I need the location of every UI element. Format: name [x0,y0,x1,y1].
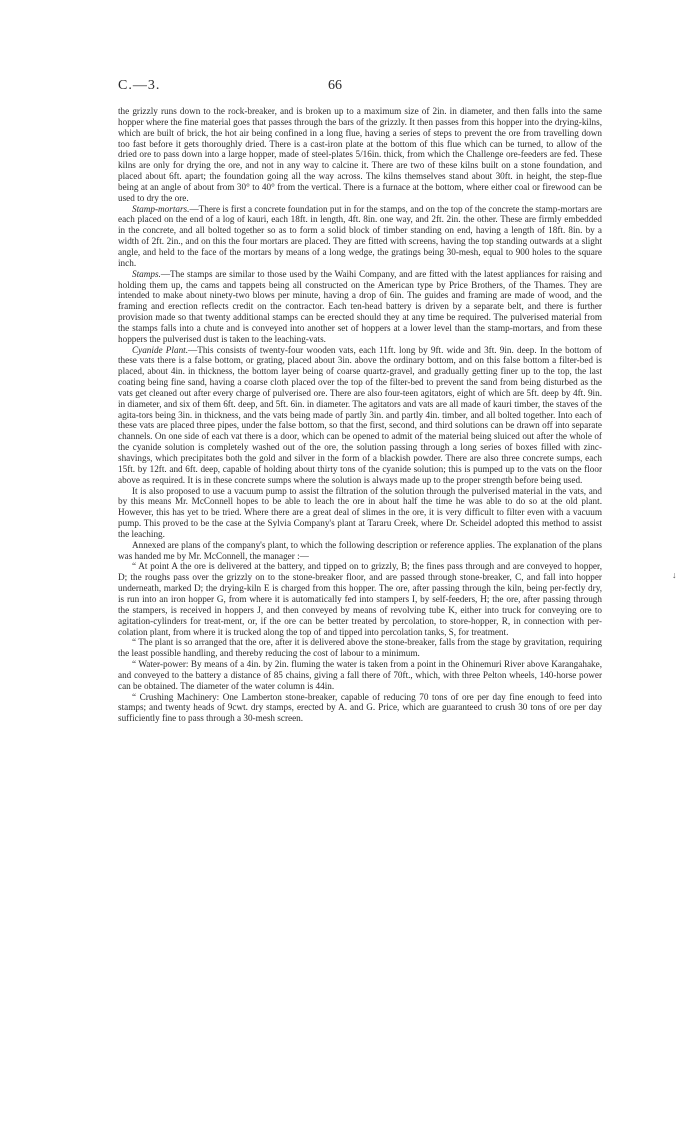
paragraph-text: —The stamps are similar to those used by the Waihi Company, and are fitted with the latest appliances for raising and holding them up, the cams and tappets being all constructed on the American type by Price Brothers, of the Thames. They are intended to make about ninety-two blows per minute, having a drop of 6in. The guides and framing are made of wood, and the framing and erection reflects credit on the contractor. Each ten-head battery is driven by a separate belt, and there is further provision made so that twenty additional stamps can be erected should they at any time be required. The pulverised material from the stamps falls into a chute and is conveyed into another set of hoppers at a lower level than the stamp-mortars, and from these hoppers the pulverised dust is taken to the leaching-vats. [118,268,602,344]
paragraph-heading: Stamps. [132,268,161,279]
paragraph-text: —There is first a concrete foundation put in for the stamps, and on the top of the concrete the stamp-mortars are each placed on the end of a log of kauri, each 18ft. in length, 4ft. 8in. one way, and 2ft. 2in. the other. These are firmly embedded in the concrete, and all bolted together so as to form a solid block of timber standing on end, having a length of 18ft. 8in. by a width of 2ft. 2in., and on this the four mortars are placed. They are fitted with screens, having the top standing outwards at a slight angle, and held to the face of the mortars by means of a long wedge, the gratings being 30-mesh, equal to 900 holes to the square inch. [118,203,602,268]
paragraph [118,540,602,562]
paragraph-text: “ Crushing Machinery: One Lamberton stone-breaker, capable of reducing 70 tons of ore per day fine enough to feed into stamps; and twenty heads of 9cwt. dry stamps, erected by A. and G. Price, which are guaranteed to crush 30 tons of ore per day sufficiently fine to pass through a 30-mesh screen. [118,691,602,724]
paragraph-text: the grizzly runs down to the rock-breaker, and is broken up to a maximum size of 2in. in diameter, and then falls into the same hopper where the fine material goes that passes through the bars of the grizzly. It then passes from this hopper into the drying-kilns, which are built of brick, the hot air being confined in a long flue, having a series of steps to prevent the ore from travelling down too fast before it gets thoroughly dried. There is a cast-iron plate at the bottom of this flue which can be turned, to allow of the dried ore to pass down into a large hopper, made of steel-plates 5/16in. thick, from which the Challenge ore-feeders are fed. These kilns are only for drying the ore, and not in any way to calcine it. There are two of these kilns built on a stone foundation, and placed about 6ft. apart; the foundation going all the way across. The kilns themselves stand about 30ft. in height, the step-flue being at an angle of about from 30° to 40° from the vertical. There is a furnace at the bottom, where either coal or firewood can be used to dry the ore. [118,106,602,203]
paragraph-text: It is also proposed to use a vacuum pump to assist the filtration of the solution through the pulverised material in the vats, and by this means Mr. McConnell hopes to be able to leach the ore in about half the time he was able to do so at the old plant. However, this has yet to be tried. Where there are a great deal of slimes in the ore, it is very difficult to filter even with a vacuum pump. This proved to be the case at the Sylvia Company's plant at Tararu Creek, where Dr. Scheidel adopted this method to assist the leaching. [118,485,602,539]
paragraph-heading: Cyanide Plant. [132,344,189,355]
paragraph-text: “ At point A the ore is delivered at the battery, and tipped on to grizzly, B; the fines pass through and are conveyed to hopper, D; the roughs pass over the grizzly on to the stone-breaker floor, and are passed through stone-breaker, C, and fall into hopper underneath, marked D; the drying-kiln E is charged from this hopper. The ore, after passing through the kiln, being per-fectly dry, is run into an iron hopper G, from where it is automatically fed into stampers I, by self-feeders, H; the ore, after passing through the stampers, is received in hoppers J, and then conveyed by means of revolving tube K, either into truck for conveying ore to agitation-cylinders for treat-ment, or, if the ore can be better treated by percolation, to store-hopper, R, in connection with per-colation plant, from where it is trucked along the top of and tipped into percolation tanks, S, for treatment. [118,561,602,637]
paragraph-cyanide-plant [118,345,602,486]
paragraph-text: Annexed are plans of the company's plant, to which the following description or reference applies. The explanation of the plans was handed me by Mr. McConnell, the manager :— [118,539,602,561]
paragraph [118,106,602,204]
paragraph-text: “ Water-power: By means of a 4in. by 2in. fluming the water is taken from a point in the Ohinemuri River above Karangahake, and conveyed to the battery a distance of 85 chains, giving a fall there of 70ft., which, with three Pelton wheels, 140-horse power can be obtained. The diameter of the water column is 44in. [118,659,602,691]
paragraph-stamp-mortars [118,204,602,269]
paragraph-stamps [118,269,602,345]
document-reference: C.—3. [118,78,161,93]
paragraph-heading: Stamp-mortars. [132,203,190,214]
paragraph [118,486,602,540]
body-text [118,106,602,724]
paragraph-quote [118,692,602,725]
page-header [118,78,602,100]
margin-mark-icon: ↓ [672,570,677,580]
paragraph-text: “ The plant is so arranged that the ore, after it is delivered above the stone-breaker, falls from the stage by gravitation, requiring the least possible handling, and thereby reducing the cost of labour to a minimum. [118,637,602,659]
paragraph-text: —This consists of twenty-four wooden vats, each 11ft. long by 9ft. wide and 3ft. 9in. deep. In the bottom of these vats there is a false bottom, or grating, placed about 3in. above the ordinary bottom, and on this false bottom a filter-bed is placed, about 4in. in thickness, the bottom layer being of coarse quartz-gravel, and gradually getting finer up to the top, the last coating being fine sand, having a coarse cloth placed over the top of the filter-bed to prevent the sand from being disturbed as the vats get cleaned out after every charge of pulverised ore. There are also four-teen agitators, eight of which are 5ft. deep by 4ft. 9in. in diameter, and six of them 6ft. deep, and 5ft. 6in. in diameter. The agitators and vats are all made of kauri timber, the staves of the agita-tors being 3in. in thickness, and the vats being made of partly 3in. and partly 4in. timber, and all bolted together. Into each of these vats are placed three pipes, under the false bottom, so that the first, second, and third solutions can be drawn off into separate channels. On one side of each vat there is a door, which can be opened to admit of the material being sluiced out after the whole of the cyanide solution is completely washed out of the ore, the solution passing through a long series of boxes filled with zinc-shavings, which precipitates both the gold and silver in the form of a blackish powder. There are also three concrete sumps, each 15ft. by 12ft. and 6ft. deep, capable of holding about thirty tons of the cyanide solution; this is pumped up to the vats on the floor above as required. It is in these concrete sumps where the solution is always made up to the proper strength before being used. [118,344,602,485]
paragraph-quote [118,659,602,692]
paragraph-quote [118,561,602,637]
page-number: 66 [328,78,342,93]
paragraph-quote [118,637,602,659]
